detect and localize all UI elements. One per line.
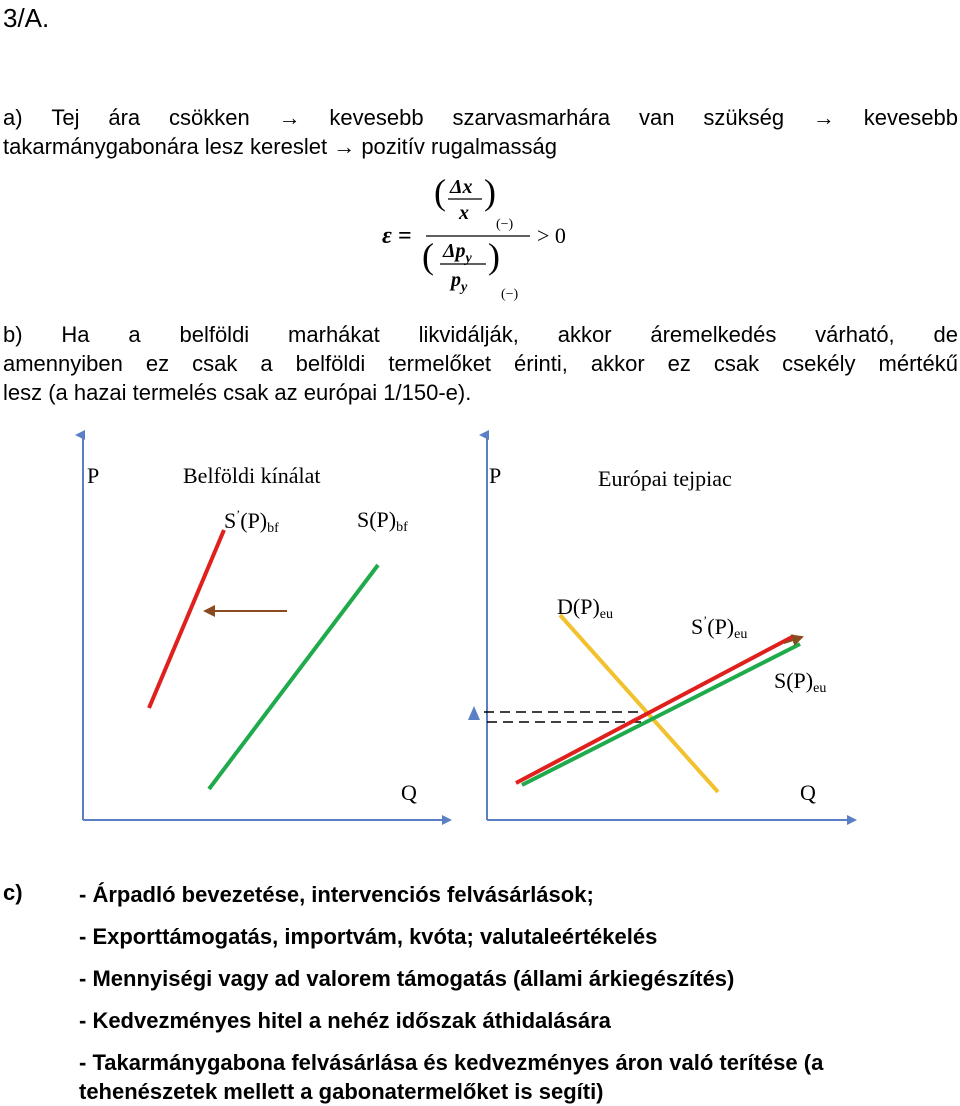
right-chart-x-label: Q [800, 780, 816, 805]
part-a-word: kevesebb [329, 105, 424, 130]
right-supply-line [522, 644, 800, 785]
part-b-line-3: lesz (a hazai termelés csak az európai 1/150-e). [3, 380, 472, 405]
left-chart-x-label: Q [401, 780, 417, 805]
formula-num-bottom: x [459, 202, 469, 224]
formula-paren-right: ) [484, 172, 496, 212]
right-chart-title: Európai tejpiac [598, 466, 732, 491]
part-a-line-2-suffix: pozitív rugalmasság [361, 134, 557, 159]
formula-num-top: Δx [450, 176, 473, 198]
part-b-line-1: b) Ha a belföldi marhákat likvidálják, akkor áremelkedés várható, de [3, 322, 958, 347]
part-c-marker: c) [3, 880, 23, 905]
elasticity-formula [380, 172, 580, 302]
right-chart-y-label: P [489, 463, 502, 488]
formula-paren-left: ( [434, 172, 446, 212]
part-a-word: kevesebb [863, 105, 958, 130]
part-a-word: ára [108, 105, 141, 130]
price-increase-marker [468, 706, 480, 720]
left-chart-y-label: P [87, 463, 100, 488]
right-arrow-icon: → [812, 105, 835, 130]
left-shifted-supply-label: $S^’(P)_{bf}$ [224, 507, 279, 536]
part-a-line-2-prefix: takarmánygabonára lesz kereslet [3, 134, 328, 159]
list-item: - Kedvezményes hitel a nehéz időszak áthidalására [79, 1008, 611, 1033]
right-supply-label: $S(P)_{eu}$ [774, 668, 827, 696]
part-a-word: szükség [703, 105, 785, 130]
part-b-line-2: amennyiben ez csak a belföldi termelőket érinti, akkor ez csak csekély mértékű [3, 351, 958, 376]
formula-rhs: > 0 [537, 223, 566, 248]
part-a-word: csökken [169, 105, 250, 130]
formula-den-top: $\Delta p_y$ [443, 240, 472, 266]
part-a-word: szarvasmarhára [452, 105, 611, 130]
left-shifted-supply-line [149, 530, 224, 708]
part-b-paragraph [3, 320, 958, 407]
part-a-line-1 [3, 103, 958, 132]
right-arrow-icon: → [278, 105, 301, 130]
list-item: - Takarmánygabona felvásárlása és kedvezményes áron való terítése (a tehenészetek mellett a gabonatermelőket is segíti) [79, 1050, 824, 1104]
part-a-paragraph [3, 103, 958, 161]
formula-den-bottom: $p_y$ [451, 269, 468, 295]
left-chart-title: Belföldi kínálat [183, 463, 321, 488]
right-shifted-supply-line [516, 636, 794, 783]
right-demand-label: $D(P)_{eu}$ [557, 594, 613, 622]
part-a-word: Tej [51, 105, 80, 130]
list-item: - Árpadló bevezetése, intervenciós felvásárlások; [79, 882, 594, 907]
left-supply-line [209, 565, 378, 789]
formula-lhs: ε = [382, 223, 412, 249]
list-item: - Mennyiségi vagy ad valorem támogatás (állami árkiegészítés) [79, 966, 735, 991]
right-shifted-supply-label: $S^’(P)_{eu}$ [691, 613, 748, 642]
part-a-line-2 [3, 132, 958, 161]
list-item: - Exporttámogatás, importvám, kvóta; valutaleértékelés [79, 924, 658, 949]
formula-paren-right: ) [488, 236, 500, 276]
formula-num-sign: (−) [496, 217, 514, 232]
part-a-word: van [639, 105, 675, 130]
left-supply-label: $S(P)_{bf}$ [357, 507, 408, 535]
charts-area [0, 430, 960, 850]
part-a-word: a) [3, 105, 23, 130]
page-heading: 3/A. [3, 3, 50, 33]
charts-svg [0, 430, 960, 850]
right-arrow-icon: → [333, 134, 356, 159]
formula-paren-left: ( [422, 236, 434, 276]
formula-den-sign: (−) [501, 287, 519, 302]
